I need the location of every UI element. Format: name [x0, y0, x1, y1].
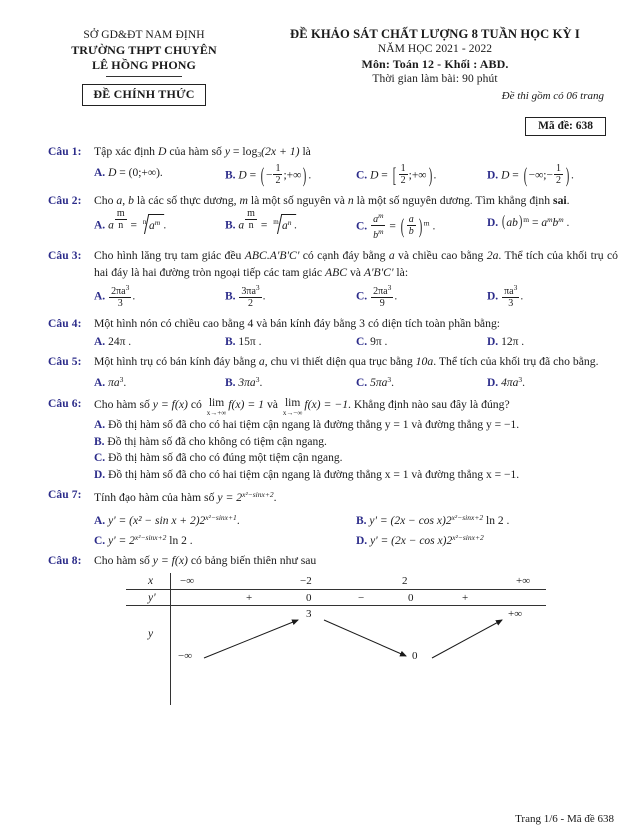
q6-option-d[interactable] — [94, 467, 618, 484]
q2-option-c[interactable]: C. $\frac{a^m}{b^m}$ = ( $\frac{a}{b}$ ) $^m$ . — [356, 211, 436, 241]
question-5-stem — [94, 354, 618, 371]
q7-fn-base: y = 2 — [217, 491, 243, 504]
q7-option-c[interactable] — [94, 530, 356, 549]
school-name-line1: TRƯỜNG THPT CHUYÊN — [71, 43, 217, 57]
q3-option-b[interactable]: B. $\frac{3\pi a^3}{2}$ . — [225, 283, 266, 309]
header-left-block — [28, 26, 260, 106]
question-2-stem: Cho a, b là các số thực dương, m là một số nguyên và n là một số nguyên dương. Tìm khẳng định sai. — [94, 193, 570, 207]
q6-a-letter: A. — [94, 419, 106, 431]
q3-c-exp: 3 — [387, 283, 392, 292]
q2-option-a[interactable]: A. a $^{\frac{m}{n}}$ = $^n$ $a^m$ . — [94, 212, 225, 242]
question-4-label: Câu 4: — [48, 318, 82, 330]
q8-fx: y = f(x) — [152, 553, 188, 567]
variation-yprime-label: y' — [148, 591, 156, 604]
q6-lim1-val: f(x) = 1 — [228, 398, 265, 412]
q5-a-value: πa — [108, 377, 120, 389]
question-4-stem: Một hình nón có chiều cao bằng 4 và bán kính đáy bằng 3 có diện tích toàn phần bằng: — [94, 317, 501, 330]
q7-a-letter: A. — [94, 514, 106, 527]
q4-option-a[interactable] — [94, 334, 225, 350]
q2-var-b: b — [128, 193, 134, 207]
question-8-stem — [94, 553, 618, 570]
q1-d-left: −∞;− — [528, 169, 553, 182]
q5-option-d[interactable]: D. $4\pi a^3$. — [487, 375, 525, 389]
q2-a-radical: $^n$ $a^m$ — [140, 214, 161, 235]
q3-b-exp: 3 — [255, 283, 260, 292]
q5-option-a[interactable]: A. $\pi a^3$. — [94, 375, 127, 389]
q5-b-exp: 3 — [255, 375, 260, 384]
question-3-label: Câu 3: — [48, 250, 82, 262]
q4-b-value: 15π . — [238, 335, 262, 348]
q1-b-rest: ;+∞ — [283, 169, 302, 182]
q2-var-n: n — [347, 193, 354, 207]
variation-y-val-1: 3 — [306, 608, 312, 620]
q1-c-rest: ;+∞ — [408, 169, 427, 182]
variation-sign-3: 0 — [408, 591, 414, 604]
variation-x-val-2: 2 — [402, 575, 408, 587]
q2-p1: Cho — [94, 193, 114, 207]
q1-option-d[interactable]: D. D = ( −∞;− $\frac{1}{2}$ ) . — [487, 162, 574, 187]
exam-code-badge: Mã đề: 638 — [525, 117, 606, 136]
q2-var-m: m — [239, 193, 248, 207]
q3-p5: và — [349, 265, 361, 279]
q3-p2: có cạnh đáy bằng — [302, 249, 386, 262]
q5-d-value: 4πa — [501, 377, 519, 389]
question-5-options — [94, 372, 618, 391]
question-list — [0, 136, 640, 666]
q4-a-value: 24π . — [108, 335, 132, 348]
q6-c-text: Đồ thị hàm số đã cho có đúng một tiệm cận ngang. — [108, 452, 343, 464]
duration-line: Thời gian làm bài: 90 phút — [372, 73, 498, 85]
q2-p3: là một số nguyên và — [250, 193, 345, 207]
q3-prism: ABC.A'B'C' — [244, 249, 300, 262]
q2-option-b[interactable]: B. a $^{\frac{m}{n}}$ = $^m$ $a^n$ . — [225, 212, 356, 242]
q6-option-b[interactable] — [94, 434, 618, 451]
variation-y-val-2: 0 — [412, 650, 418, 662]
q1-stem-c: là — [302, 145, 311, 158]
document-header — [0, 0, 640, 106]
q4-b-letter: B. — [225, 335, 236, 348]
q1-c-num: 1 — [400, 162, 406, 174]
q6-option-c[interactable] — [94, 450, 618, 467]
q5-d-letter: D. — [487, 377, 499, 389]
q1-stem-a: Tập xác định — [94, 145, 156, 158]
question-7-label: Câu 7: — [48, 489, 82, 501]
q7-option-b[interactable] — [356, 510, 618, 529]
q3-p3: và chiều cao bằng — [398, 249, 484, 262]
q5-c-letter: C. — [356, 377, 368, 389]
q2-d-letter: D. — [487, 217, 499, 229]
q5-c-exp: 3 — [387, 375, 392, 384]
q1-d-letter: D. — [487, 169, 499, 182]
q3-option-d[interactable]: D. $\frac{\pi a^3}{3}$ . — [487, 283, 524, 309]
q7-c-expr: y' = 2 — [108, 534, 135, 547]
q7-a-expr: y' = (x² − sin x + 2)2 — [108, 514, 206, 527]
q6-p3: và — [266, 398, 278, 412]
variation-row-x — [126, 573, 546, 589]
q7-option-d[interactable] — [356, 530, 618, 549]
q1-log-arg: (2x + 1) — [261, 145, 300, 158]
q4-option-b[interactable] — [225, 334, 356, 350]
q4-option-d[interactable] — [487, 334, 618, 350]
q5-b-value: 3πa — [238, 377, 256, 389]
official-exam-badge: ĐỀ CHÍNH THỨC — [82, 84, 205, 106]
q5-radius: a — [258, 354, 265, 368]
header-divider — [106, 76, 182, 77]
q7-b-expr: y' = (2x − cos x)2 — [369, 514, 452, 527]
q1-b-num: 1 — [275, 162, 281, 174]
question-7 — [48, 487, 618, 549]
q1-log-base: 3 — [257, 150, 262, 159]
q1-d-den: 2 — [556, 174, 561, 186]
q2-var-a: a — [116, 193, 123, 207]
q1-d-num: 1 — [556, 162, 561, 174]
q1-b-den: 2 — [275, 174, 281, 186]
variation-row-y — [126, 606, 546, 666]
q6-p2: có — [190, 398, 202, 412]
q7-b-letter: B. — [356, 514, 367, 527]
q7-d-exp: x²−sinx+2 — [452, 532, 484, 542]
q5-c-value: 5πa — [370, 377, 388, 389]
variation-x-val-0: −∞ — [180, 575, 195, 587]
school-name-line2: LÊ HỒNG PHONG — [92, 58, 196, 72]
q5-option-b[interactable]: B. $3\pi a^3$. — [225, 375, 263, 389]
q3-a-num: 2πa — [111, 286, 126, 297]
q5-p3: . Thể tích của khối trụ đã cho bằng. — [433, 354, 599, 368]
q7-a-exp: x²−sinx+1 — [205, 512, 237, 522]
question-4 — [48, 316, 618, 350]
q5-b-letter: B. — [225, 377, 236, 389]
q7-a-tail: . — [236, 514, 240, 527]
q4-option-c[interactable] — [356, 334, 487, 350]
question-2-label: Câu 2: — [48, 194, 82, 207]
department-name: SỞ GD&ĐT NAM ĐỊNH — [83, 29, 205, 41]
question-2 — [48, 193, 618, 243]
q3-a-letter: A. — [94, 290, 106, 303]
variation-row-yprime — [126, 590, 546, 605]
q3-d-den: 3 — [502, 297, 519, 309]
q5-option-c[interactable]: C. $5\pi a^3$. — [356, 375, 394, 389]
q5-a-letter: A. — [94, 377, 106, 389]
q3-side: a — [388, 249, 395, 262]
q7-c-letter: C. — [94, 534, 106, 547]
q2-end: . — [566, 193, 570, 207]
question-1-stem: Tập xác định D của hàm số $y = \log_3(2x + 1)$ là — [94, 145, 311, 159]
question-5-label: Câu 5: — [48, 355, 82, 368]
q6-p4: . Khẳng định nào sau đây là đúng? — [348, 398, 510, 412]
q6-fx: y = f(x) — [152, 398, 188, 412]
q6-lim1-sub: x→+∞ — [206, 409, 227, 417]
q6-lim2-sub: x→−∞ — [282, 409, 303, 417]
q3-d-num: πa — [504, 286, 514, 297]
q6-d-text: Đồ thị hàm số đã cho có hai tiệm cận ngang là đường thẳng x = 1 và đường thẳng x = −1. — [108, 468, 520, 481]
q6-option-a[interactable] — [94, 417, 618, 434]
q3-c-num: 2πa — [373, 286, 388, 297]
q3-b-den: 2 — [239, 297, 261, 309]
q7-p1: Tính đạo hàm của hàm số — [94, 491, 215, 504]
q2-b-letter: B. — [225, 219, 236, 232]
variation-y-label: y — [148, 628, 154, 640]
q4-d-letter: D. — [487, 335, 499, 348]
q6-limit-2: lim x→−∞ — [282, 397, 303, 417]
page-footer: Trang 1/6 - Mã đề 638 — [515, 813, 614, 825]
variation-x-label: x — [148, 575, 154, 587]
q1-stem-b: của hàm số — [169, 145, 222, 158]
question-2-options — [94, 208, 618, 242]
q7-b-tail: ln 2 . — [486, 514, 510, 527]
q3-tri1: ABC — [324, 265, 348, 279]
variation-y-val-3: +∞ — [508, 608, 523, 620]
variation-y-val-0: −∞ — [178, 650, 193, 662]
q6-limit-1: lim x→+∞ — [206, 397, 227, 417]
q1-var-y: y — [224, 145, 230, 158]
question-3-options — [94, 284, 618, 310]
question-7-options-row2 — [94, 530, 618, 549]
question-6-label: Câu 6: — [48, 398, 82, 410]
q6-b-letter: B. — [94, 435, 105, 448]
q4-c-value: 9π . — [370, 335, 388, 348]
pages-note: Đề thi gồm có 06 trang — [501, 90, 604, 102]
q3-a-exp: 3 — [125, 283, 130, 292]
q1-c-letter: C. — [356, 169, 368, 182]
q6-b-text: Đồ thị hàm số đã cho không có tiệm cận ngang. — [107, 435, 327, 448]
q2-p2: là các số thực dương, — [136, 193, 237, 207]
q3-d-letter: D. — [487, 290, 499, 303]
school-year: NĂM HỌC 2021 - 2022 — [377, 43, 493, 55]
q4-a-letter: A. — [94, 335, 106, 348]
q3-p6: là: — [396, 265, 409, 279]
q7-d-expr: y' = (2x − cos x)2 — [370, 534, 453, 547]
subject-line: Môn: Toán 12 - Khối : ABD. — [361, 57, 509, 71]
q1-a-value: (0;+∞). — [128, 166, 163, 179]
variation-x-val-3: +∞ — [516, 575, 531, 587]
question-5 — [48, 354, 618, 392]
question-8 — [48, 553, 618, 570]
q7-c-exp: x²−sinx+2 — [134, 532, 167, 542]
variation-arrows — [126, 606, 546, 666]
q3-tri2: A'B'C' — [363, 265, 394, 279]
q6-d-letter: D. — [94, 468, 106, 481]
variation-sign-1: 0 — [306, 591, 312, 604]
q3-option-c[interactable]: C. $\frac{2\pi a^3}{9}$ . — [356, 283, 398, 309]
q3-p1: Cho hình lăng trụ tam giác đều — [94, 249, 242, 262]
q6-a-text: Đồ thị hàm số đã cho có hai tiệm cận ngang là đường thẳng y = 1 và đường thẳng y = −1. — [108, 419, 520, 431]
q1-var-d: D — [157, 145, 167, 158]
q2-option-d[interactable]: D. $(ab)^m = a^mb^m$ . — [487, 213, 570, 231]
q2-c-letter: C. — [356, 220, 368, 233]
q1-a-letter: A. — [94, 166, 106, 179]
question-1-label: Câu 1: — [48, 146, 82, 158]
q3-option-a[interactable]: A. $\frac{2\pi a^3}{3}$ . — [94, 283, 136, 309]
q6-p1: Cho hàm số — [94, 398, 150, 412]
variation-sign-2: − — [358, 591, 365, 604]
question-7-options-row1 — [94, 510, 618, 529]
question-6-stem — [94, 396, 618, 415]
question-1-options — [94, 162, 618, 187]
q3-c-den: 9 — [371, 297, 393, 309]
question-8-label: Câu 8: — [48, 554, 82, 567]
q2-p4: là một số nguyên dương. Tìm — [356, 193, 495, 207]
q7-c-tail: ln 2 . — [169, 534, 193, 547]
q3-b-num: 3πa — [241, 286, 256, 297]
question-3-stem — [94, 248, 618, 281]
question-7-stem — [94, 487, 618, 507]
question-4-options — [94, 334, 618, 350]
q7-b-exp: x²−sinx+2 — [451, 512, 484, 522]
q1-option-c[interactable]: C. D = [ $\frac{1}{2}$ ;+∞) . — [356, 162, 437, 187]
q7-option-a[interactable] — [94, 510, 356, 529]
q1-c-den: 2 — [400, 174, 406, 186]
q5-p1: Một hình trụ có bán kính đáy bằng — [94, 354, 256, 368]
q7-end: . — [273, 491, 277, 504]
q2-b-radical: $^m$ $a^n$ — [270, 214, 291, 235]
q1-option-a[interactable]: A. D = (0;+∞). — [94, 166, 163, 179]
q8-p1: Cho hàm số — [94, 553, 150, 567]
q3-d-exp: 3 — [513, 283, 518, 292]
q1-b-letter: B. — [225, 169, 236, 182]
q1-b-sign: − — [265, 169, 273, 182]
q7-fn-exp: x²−sinx+2 — [242, 490, 274, 499]
q2-a-letter: A. — [94, 219, 106, 232]
q3-b-letter: B. — [225, 290, 236, 303]
q1-option-b[interactable]: B. D = ( − $\frac{1}{2}$ ;+∞) . — [225, 162, 312, 187]
q7-d-letter: D. — [356, 534, 368, 547]
q3-a-den: 3 — [109, 297, 131, 309]
question-6 — [48, 396, 618, 483]
exam-title: ĐỀ KHẢO SÁT CHẤT LƯỢNG 8 TUẦN HỌC KỲ I — [290, 27, 580, 41]
variation-sign-4: + — [462, 591, 469, 604]
q3-height: 2a — [486, 249, 499, 262]
q8-p2: có bảng biến thiên như sau — [190, 553, 317, 567]
q4-c-letter: C. — [356, 335, 368, 348]
q3-p4: . Thể tích của khối trụ có hai đáy là hai đường tròn ngoại tiếp các tam giác — [94, 249, 618, 279]
q6-lim2-val: f(x) = −1 — [304, 398, 349, 412]
q3-c-letter: C. — [356, 290, 368, 303]
exam-code-wrap — [0, 106, 640, 136]
q4-d-value: 12π . — [501, 335, 525, 348]
q5-d-exp: 3 — [518, 375, 523, 384]
q5-perimeter: 10a — [415, 354, 434, 368]
variation-sign-0: + — [246, 591, 253, 604]
q5-p2: , chu vi thiết diện qua trục bằng — [264, 354, 413, 368]
variation-x-val-1: −2 — [300, 575, 312, 587]
q2-p5: khẳng định — [497, 193, 551, 207]
variation-table — [126, 573, 546, 666]
question-1 — [48, 144, 618, 187]
q2-bold-sai: sai — [553, 193, 567, 207]
q6-c-letter: C. — [94, 452, 106, 464]
header-right-block — [260, 26, 610, 106]
question-3 — [48, 248, 618, 310]
q5-a-exp: 3 — [119, 375, 124, 384]
